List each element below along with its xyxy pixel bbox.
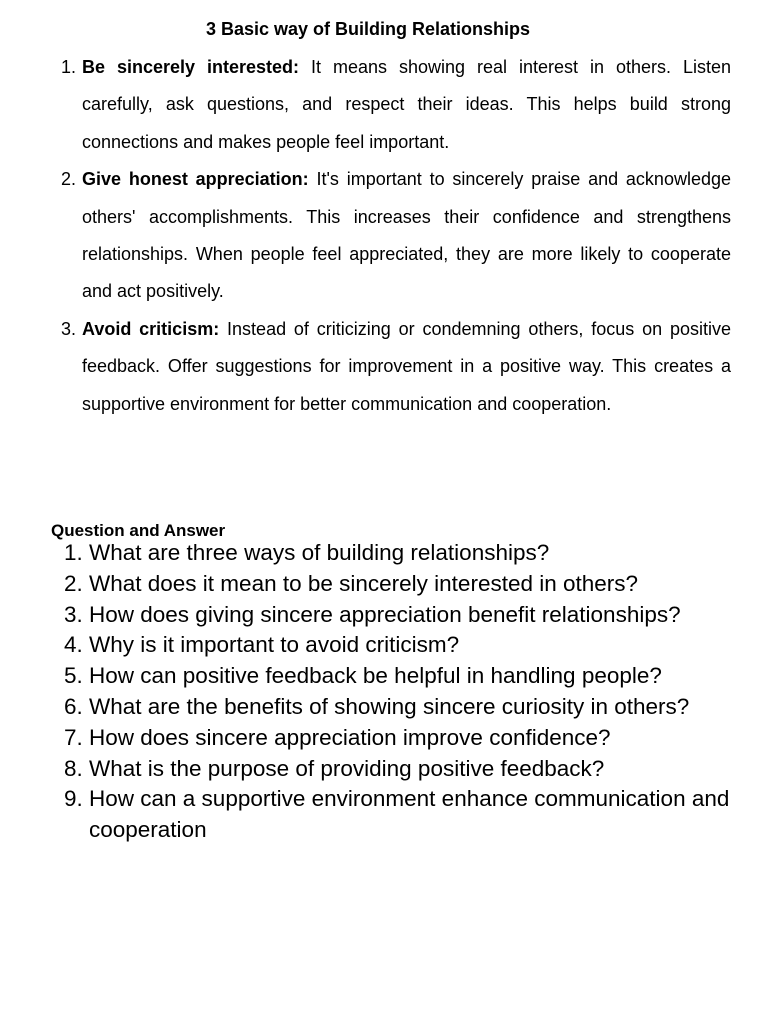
question-text: What is the purpose of providing positive feedback?: [89, 755, 605, 781]
list-number: 1.: [64, 540, 83, 565]
question-item: [0, 723, 749, 754]
question-item: [0, 784, 749, 846]
principle-heading: Avoid criticism:: [82, 318, 220, 339]
list-number: 1.: [61, 57, 77, 77]
list-number: 2.: [64, 570, 83, 596]
question-text: What are the benefits of showing sincere curiosity in others?: [89, 693, 690, 719]
list-number: 7.: [64, 724, 83, 750]
list-number: 5.: [64, 663, 83, 689]
document-title: 3 Basic way of Building Relationships: [205, 19, 531, 39]
qa-heading: Question and Answer: [51, 521, 226, 540]
question-item: [0, 569, 749, 600]
list-number: 3.: [61, 318, 77, 339]
question-item: [0, 600, 749, 631]
principle-heading: Give honest appreciation:: [82, 169, 309, 190]
question-item: [0, 661, 749, 692]
principles-list: [0, 49, 768, 423]
list-number: 3.: [64, 601, 83, 627]
principle-item: [0, 49, 731, 161]
list-number: 4.: [64, 632, 83, 658]
question-text: How can a supportive environment enhance communication and cooperation: [89, 786, 730, 843]
list-number: 8.: [64, 755, 83, 781]
question-item: [0, 630, 749, 661]
question-item: [0, 754, 749, 785]
principle-text: Instead of criticizing or condemning others, focus on positive feedback. Offer suggestions for improvement in a positive way. This creates a supportive environment for better communication and cooperation.: [82, 318, 731, 414]
list-number: 9.: [64, 786, 83, 812]
principle-item: [0, 311, 731, 423]
principle-item: [0, 161, 731, 311]
list-number: 2.: [61, 169, 77, 190]
principle-heading: Be sincerely interested:: [82, 57, 300, 77]
principle-text: It's important to sincerely praise and acknowledge others' accomplishments. This increases their confidence and strengthens relationships. When people feel appreciated, they are more likely to cooperate and act positively.: [82, 169, 731, 302]
question-text: What does it mean to be sincerely interested in others?: [89, 570, 639, 596]
question-text: How does sincere appreciation improve confidence?: [89, 724, 611, 750]
list-number: 6.: [64, 693, 83, 719]
question-item: [0, 538, 749, 569]
question-item: [0, 692, 749, 723]
question-text: What are three ways of building relationships?: [89, 540, 550, 565]
question-text: How does giving sincere appreciation benefit relationships?: [89, 601, 681, 627]
principle-text: It means showing real interest in others. Listen carefully, ask questions, and respect their ideas. This helps build strong connections and makes people feel important.: [82, 57, 731, 152]
question-text: Why is it important to avoid criticism?: [89, 632, 460, 658]
questions-list: [0, 538, 768, 846]
question-text: How can positive feedback be helpful in handling people?: [89, 663, 662, 689]
